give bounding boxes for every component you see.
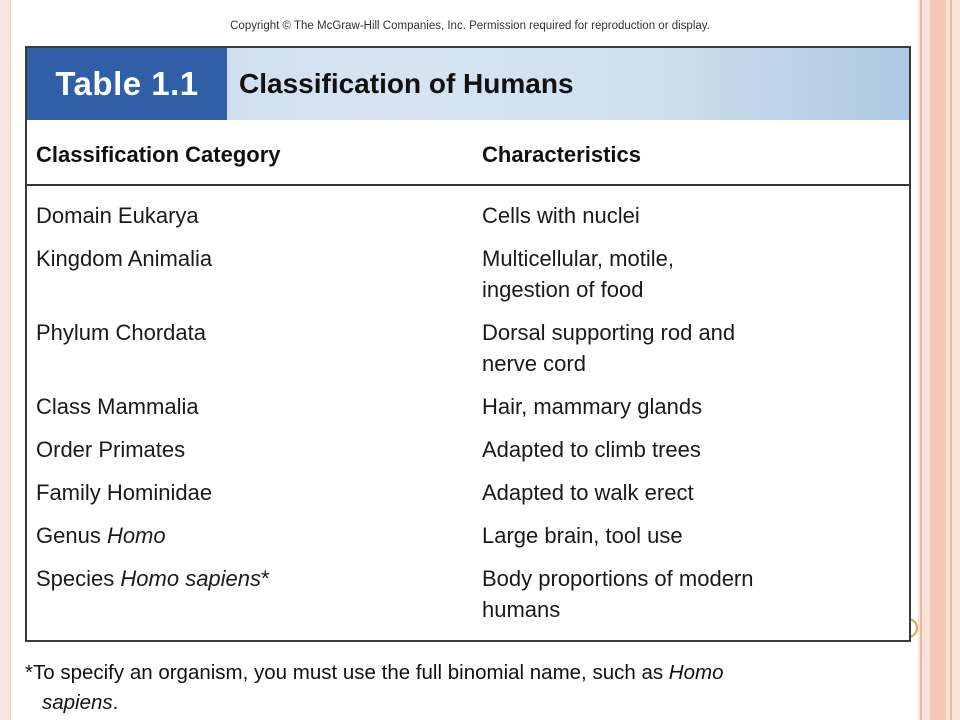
row-characteristics: Dorsal supporting rod and nerve cord — [482, 320, 736, 376]
frame-line — [950, 0, 952, 720]
row-category: Phylum Chordata — [36, 320, 206, 345]
row-characteristics: Multicellular, motile, ingestion of food — [482, 246, 674, 302]
row-characteristics: Adapted to climb trees — [482, 437, 701, 462]
right-decorative-frame — [918, 0, 960, 720]
row-category: Genus Homo — [36, 523, 166, 548]
left-border-stripe — [0, 0, 11, 720]
row-characteristics: Body proportions of modern humans — [482, 566, 754, 622]
table-number: Table 1.1 — [27, 48, 227, 120]
table-footnote: *To specify an organism, you must use the full binomial name, such as Homo sapiens. — [25, 661, 724, 714]
row-category: Species Homo sapiens* — [36, 566, 270, 591]
table-banner — [27, 48, 909, 120]
row-category: Order Primates — [36, 437, 186, 462]
table-title: Classification of Humans — [239, 68, 574, 99]
row-category: Class Mammalia — [36, 394, 199, 419]
row-characteristics: Cells with nuclei — [482, 203, 640, 228]
row-category: Domain Eukarya — [36, 203, 199, 228]
frame-line — [920, 0, 922, 720]
table-header-row — [27, 120, 909, 186]
row-characteristics: Hair, mammary glands — [482, 394, 703, 419]
copyright-notice: Copyright © The McGraw-Hill Companies, Inc. Permission required for reproduction or display. — [230, 20, 710, 32]
row-characteristics: Large brain, tool use — [482, 523, 683, 548]
classification-table — [25, 46, 911, 642]
row-category: Family Hominidae — [36, 480, 213, 505]
frame-band — [930, 0, 946, 720]
header-characteristics: Characteristics — [482, 142, 641, 167]
row-characteristics: Adapted to walk erect — [482, 480, 694, 505]
row-category: Kingdom Animalia — [36, 246, 213, 271]
header-classification-category: Classification Category — [36, 142, 281, 167]
